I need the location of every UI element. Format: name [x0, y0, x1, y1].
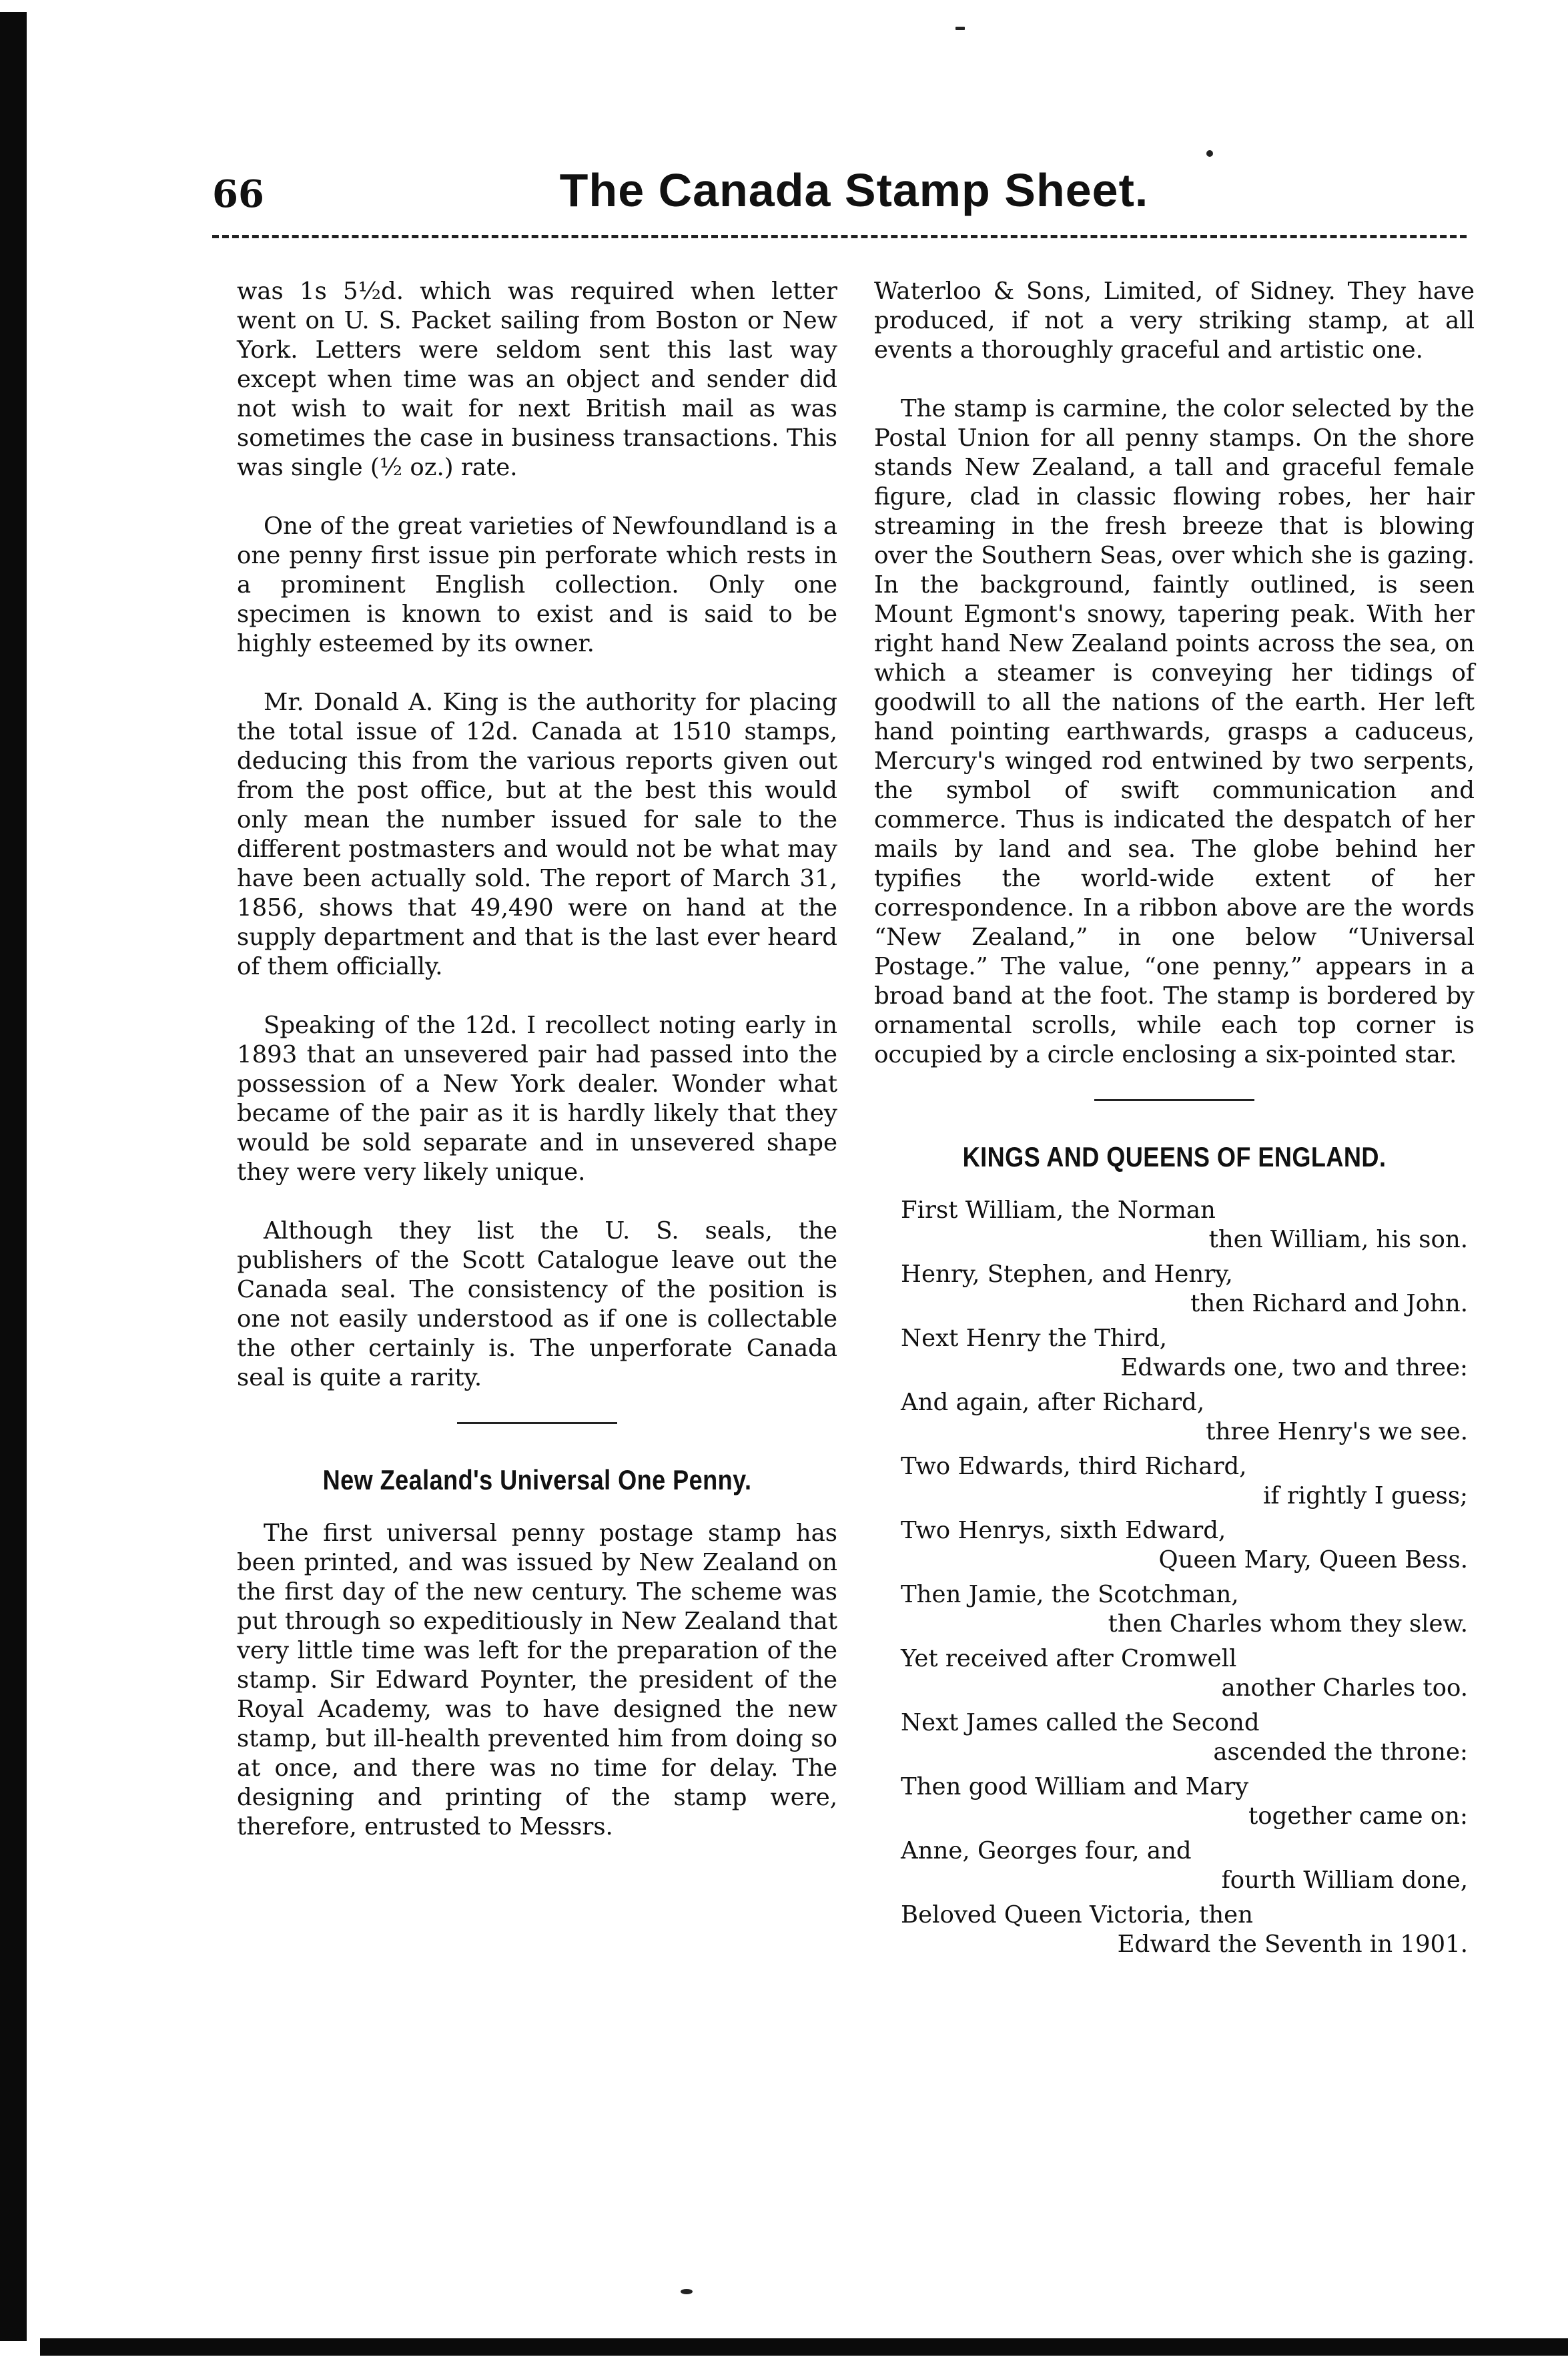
poem-line: ascended the throne: — [1213, 1738, 1468, 1766]
poem-line: another Charles too. — [1221, 1674, 1468, 1702]
paragraph: Mr. Donald A. King is the authority for placing the total issue of 12d. Canada at 1510 stamps, deducing this from the various reports given out from the post office, but at the best this would only mean the number issued for sale to the different postmasters and would not be what may have been actually sold. The report of March 31, 1856, shows that 49,490 were on hand at the supply department and that is the last ever heard of them officially. — [237, 689, 837, 980]
left-column — [237, 277, 837, 1871]
poem-stanza — [874, 1580, 1475, 1639]
header-rule — [212, 235, 1467, 238]
poem-line: Yet received after Cromwell — [901, 1645, 1237, 1672]
poem-line: Then Jamie, the Scotchman, — [901, 1581, 1239, 1608]
paragraph: One of the great varieties of Newfoundland is a one penny first issue pin perforate which rests in a prominent English collection. Only one specimen is known to exist and is said to be highly esteemed by its owner. — [237, 513, 837, 657]
poem-line: Two Edwards, third Richard, — [901, 1453, 1247, 1480]
poem-stanza — [874, 1196, 1475, 1255]
page-number: 66 — [212, 172, 264, 216]
poem — [874, 1196, 1475, 1959]
poem-line: First William, the Norman — [901, 1197, 1216, 1224]
poem-line: fourth William done, — [1221, 1867, 1468, 1894]
paragraph: The first universal penny postage stamp has been printed, and was issued by New Zealand on the first day of the new century. The scheme was put through so expeditiously in New Zealand that very little time was left for the preparation of the stamp. Sir Edward Poynter, the president of the Royal Academy, was to have designed the new stamp, but ill-health prevented him from doing so at once, and there was no time for delay. The designing and printing of the stamp were, therefore, entrusted to Messrs. — [237, 1520, 837, 1840]
poem-line: Edwards one, two and three: — [1120, 1354, 1468, 1381]
section-heading: New Zealand's Universal One Penny. — [322, 1464, 752, 1495]
paragraph: Waterloo & Sons, Limited, of Sidney. They have produced, if not a very striking stamp, at all events a thoroughly graceful and artistic one. — [874, 278, 1475, 364]
poem-line: together came on: — [1248, 1802, 1468, 1830]
paragraph: was 1s 5½d. which was required when letter went on U. S. Packet sailing from Boston or New York. Letters were seldom sent this last way except when time was an object and sender did not wish to wait for next British mail as was sometimes the case in business transactions. This was single (½ oz.) rate. — [237, 278, 837, 481]
scan-border-bottom — [40, 2338, 1568, 2356]
poem-line: if rightly I guess; — [1263, 1482, 1468, 1509]
poem-line: Beloved Queen Victoria, then — [901, 1901, 1253, 1929]
section-divider — [457, 1422, 617, 1424]
poem-line: then William, his son. — [1208, 1226, 1468, 1253]
poem-heading: KINGS AND QUEENS OF ENGLAND. — [962, 1141, 1387, 1172]
scan-speck — [955, 27, 965, 30]
poem-stanza — [874, 1644, 1475, 1703]
poem-line: Queen Mary, Queen Bess. — [1158, 1546, 1468, 1574]
poem-stanza — [874, 1901, 1475, 1959]
scan-speck — [1206, 150, 1213, 157]
poem-line: three Henry's we see. — [1206, 1418, 1468, 1445]
page-title: The Canada Stamp Sheet. — [559, 164, 1149, 216]
poem-stanza — [874, 1260, 1475, 1319]
poem-line: then Richard and John. — [1190, 1290, 1468, 1317]
poem-line: Then good William and Mary — [901, 1773, 1249, 1800]
poem-line: Henry, Stephen, and Henry, — [901, 1261, 1233, 1288]
poem-line: Edward the Seventh in 1901. — [1117, 1931, 1468, 1958]
poem-line: Anne, Georges four, and — [901, 1837, 1192, 1865]
poem-line: Two Henrys, sixth Edward, — [901, 1517, 1226, 1544]
scan-speck — [681, 2289, 693, 2294]
poem-stanza — [874, 1708, 1475, 1767]
scan-border-left — [0, 12, 27, 2341]
poem-stanza — [874, 1324, 1475, 1383]
section-divider — [1094, 1099, 1254, 1101]
right-column — [874, 277, 1475, 1965]
poem-stanza — [874, 1772, 1475, 1831]
poem-stanza — [874, 1388, 1475, 1447]
poem-line: Next Henry the Third, — [901, 1325, 1168, 1352]
poem-stanza — [874, 1836, 1475, 1895]
paragraph: Speaking of the 12d. I recollect noting early in 1893 that an unsevered pair had passed into the possession of a New York dealer. Wonder what became of the pair as it is hardly likely that they would be sold separate and in unsevered shape they were very likely unique. — [237, 1012, 837, 1186]
paragraph: Although they list the U. S. seals, the publishers of the Scott Catalogue leave out the Canada seal. The consistency of the position is one not easily understood as if one is collectable the other certainly is. The unperforate Canada seal is quite a rarity. — [237, 1217, 837, 1391]
poem-line: And again, after Richard, — [901, 1389, 1205, 1416]
poem-line: Next James called the Second — [901, 1709, 1260, 1736]
paragraph: The stamp is carmine, the color selected by the Postal Union for all penny stamps. On the shore stands New Zealand, a tall and graceful female figure, clad in classic flowing robes, her hair streaming in the fresh breeze that is blowing over the Southern Seas, over which she is gazing. In the background, faintly outlined, is seen Mount Egmont's snowy, tapering peak. With her right hand New Zealand points across the sea, on which a steamer is conveying her tidings of goodwill to all the nations of the earth. Her left hand pointing earthwards, grasps a caduceus, Mercury's winged rod entwined by two serpents, the symbol of swift communication and commerce. Thus is indicated the despatch of her mails by land and sea. The globe behind her typifies the world-wide extent of her correspondence. In a ribbon above are the words “New Zealand,” in one below “Universal Postage.” The value, “one penny,” appears in a broad band at the foot. The stamp is bordered by ornamental scrolls, while each top corner is occupied by a circle enclosing a six-pointed star. — [874, 395, 1475, 1068]
poem-stanza — [874, 1452, 1475, 1511]
poem-line: then Charles whom they slew. — [1108, 1610, 1468, 1638]
poem-stanza — [874, 1516, 1475, 1575]
